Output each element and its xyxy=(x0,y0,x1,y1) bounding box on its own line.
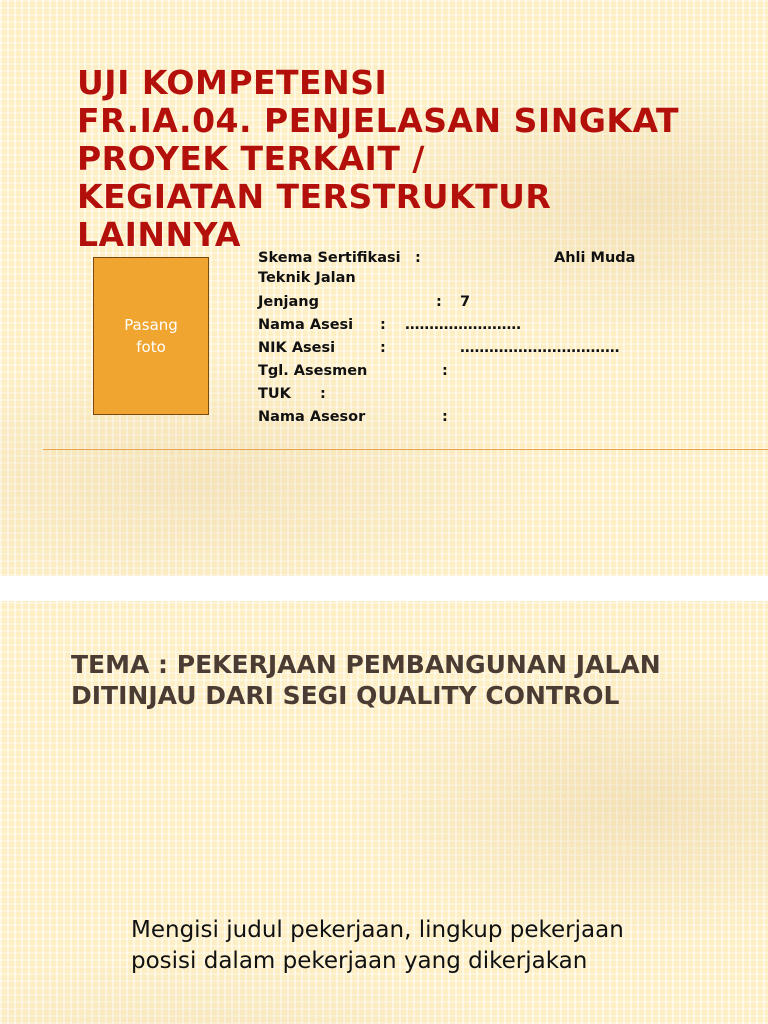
field-value: 7 xyxy=(460,294,471,310)
field-value: …………………………… xyxy=(460,340,620,356)
field-colon: : xyxy=(442,409,448,425)
field-colon: : xyxy=(442,363,448,379)
field-value-continued: Teknik Jalan xyxy=(258,270,356,286)
slide-2 xyxy=(0,601,768,1024)
field-label: NIK Asesi xyxy=(258,340,336,356)
slide-gap xyxy=(0,576,768,601)
photo-placeholder-label: Pasang foto xyxy=(124,316,178,356)
title-line: LAINNYA xyxy=(77,215,241,254)
photo-placeholder xyxy=(93,257,209,415)
field-colon: : xyxy=(380,340,386,356)
field-jenjang xyxy=(258,292,658,315)
field-label: Nama Asesor xyxy=(258,409,366,425)
title-line: PROYEK TERKAIT / xyxy=(77,139,425,178)
field-tgl-asesmen xyxy=(258,361,658,384)
assessment-info xyxy=(258,248,658,430)
field-label: TUK xyxy=(258,386,291,402)
field-nik-asesi xyxy=(258,338,658,361)
title-line: UJI KOMPETENSI xyxy=(77,63,388,102)
field-label: Jenjang xyxy=(258,294,320,310)
instruction-text: Mengisi judul pekerjaan, lingkup pekerjaan posisi dalam pekerjaan yang dikerjakan xyxy=(131,917,624,974)
field-colon: : xyxy=(415,250,421,266)
divider-line xyxy=(43,449,768,450)
field-label: Tgl. Asesmen xyxy=(258,363,368,379)
field-colon: : xyxy=(436,294,442,310)
field-value: Ahli Muda xyxy=(554,250,636,266)
title-line: KEGIATAN TERSTRUKTUR xyxy=(77,177,552,216)
field-colon: : xyxy=(380,317,386,333)
slide-title xyxy=(77,64,757,254)
field-nama-asesor xyxy=(258,407,658,430)
field-label: Skema Sertifikasi xyxy=(258,250,401,266)
tema-heading: TEMA : PEKERJAAN PEMBANGUNAN JALAN DITINJAU DARI SEGI QUALITY CONTROL xyxy=(71,650,661,710)
field-label: Nama Asesi xyxy=(258,317,354,333)
title-line: FR.IA.04. PENJELASAN SINGKAT xyxy=(77,101,679,140)
field-tuk xyxy=(258,384,658,407)
field-skema xyxy=(258,248,658,292)
field-colon: : xyxy=(320,386,326,402)
field-value: …………………… xyxy=(405,317,521,333)
field-nama-asesi xyxy=(258,315,658,338)
